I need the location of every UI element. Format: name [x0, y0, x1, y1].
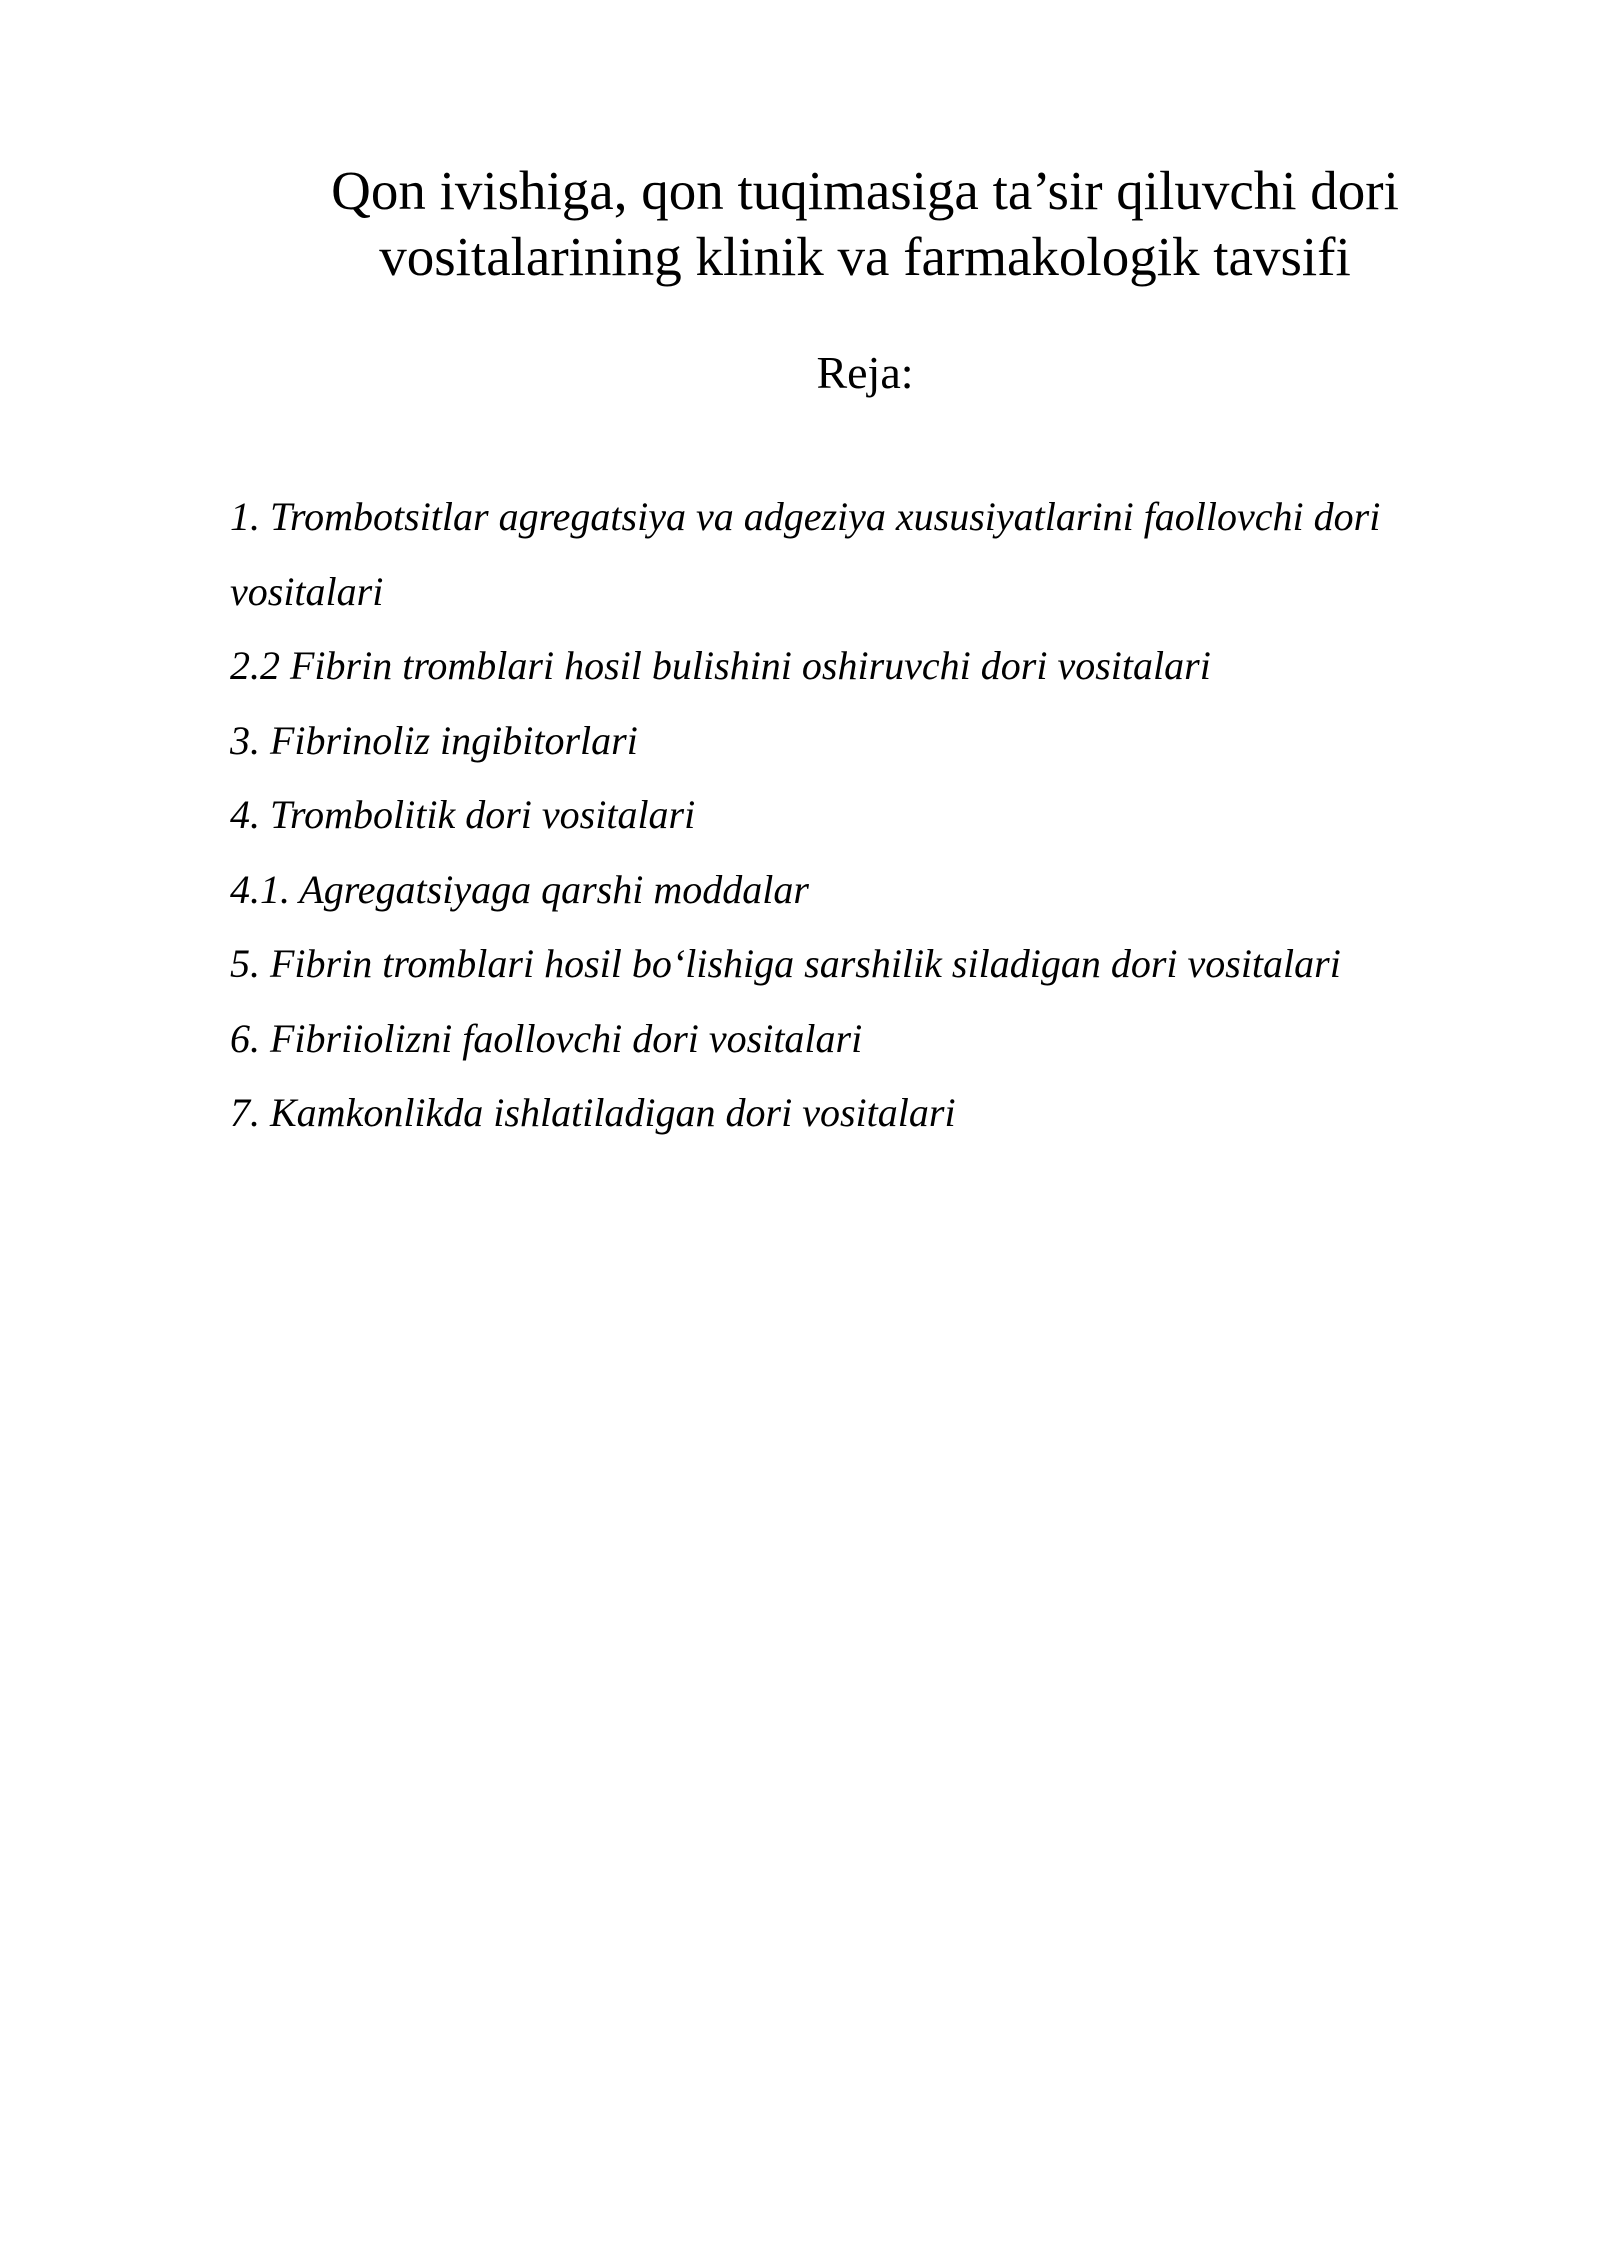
plan-item: 4.1. Agregatsiyaga qarshi moddalar	[230, 866, 809, 912]
plan-item: 2.2 Fibrin tromblari hosil bulishini oshiruvchi dori vositalari	[230, 643, 1211, 688]
plan-item: 6. Fibriiolizni faollovchi dori vositalari	[230, 1015, 863, 1061]
plan-list	[230, 480, 1530, 1151]
document-title	[230, 158, 1500, 290]
plan-heading-label: Reja:	[816, 347, 914, 398]
plan-item: 4. Trombolitik dori vositalari	[230, 792, 696, 837]
plan-heading	[230, 345, 1500, 401]
title-line-1: Qon ivishiga, qon tuqimasiga ta’sir qiluvchi dori	[331, 160, 1399, 221]
plan-item: 1. Trombotsitlar agregatsiya va adgeziya xususiyatlarini faollovchi dori	[230, 494, 1381, 539]
plan-item: 7. Kamkonlikda ishlatiladigan dori vositalari	[230, 1090, 956, 1135]
title-line-2: vositalarining klinik va farmakologik tavsifi	[379, 226, 1351, 287]
plan-item: vositalari	[230, 568, 384, 614]
plan-item: 5. Fibrin tromblari hosil bo‘lishiga sarshilik siladigan dori vositalari	[230, 941, 1341, 986]
plan-item: 3. Fibrinoliz ingibitorlari	[230, 717, 638, 763]
